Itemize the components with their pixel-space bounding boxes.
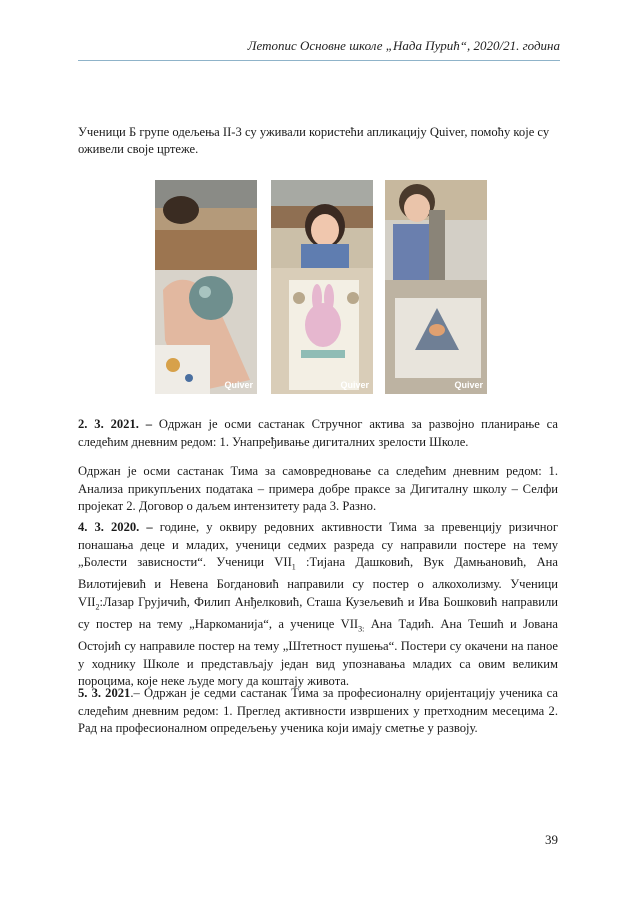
entry-2-3-2021 [78, 416, 558, 451]
entry-date: 4. 3. 2020. – [78, 520, 153, 534]
entry-text: Одржан је осми састанак Стручног актива за развојно планирање са следећим дневним редом: 1. Унапређивање дигиталних зрелости Школе. [78, 417, 558, 449]
entry-date: 2. 3. 2021. – [78, 417, 153, 431]
entry-4-3-2020 [78, 519, 558, 691]
entry-text: .– Одржан је седми састанак Тима за професионалну оријентацију ученика са следећим дневним редом: 1. Преглед активности извршених у претходним месецима 2. Рад на професионалном опредељењу ученика који имају сметње у развоју. [78, 686, 559, 736]
intro-paragraph: Ученици Б групе одељења II-3 су уживали користећи апликацију Quiver, помоћу које су оживели своје цртеже. [78, 125, 550, 156]
quiver-watermark: Quiver [340, 380, 369, 390]
entry-text: Одржан је осми састанак Тима за самовредновање са следећим дневним редом: 1. Анализа прикупљених података – примера добре праксе за Дигиталну школу – Селфи пројекат 2. Договор о даљем интензитету рада 3. Разно. [78, 464, 558, 514]
entry-text-a: године, у оквиру редовних активности Тима за превенцију ризичног понашања деце и младих, ученици седмих разреда су направили постере на тему „Болести зависности“. Ученици VII [78, 520, 559, 570]
header-divider [78, 60, 560, 61]
entry-text-c: :Лазар Грујичић, Филип Анђелковић, Сташа Кузељевић и Ива Бошковић направили су постер на тему „Наркоманија“, а ученице VII [78, 594, 558, 631]
class-subscript: 2 [95, 602, 100, 612]
photo-student-with-ar-globe [155, 180, 257, 394]
class-subscript: 1 [291, 562, 296, 572]
running-header: Летопис Основне школе „Нада Пурић“, 2020/21. година [247, 38, 560, 53]
page-number: 39 [545, 832, 558, 847]
photo-strip [155, 180, 487, 394]
quiver-watermark: Quiver [454, 380, 483, 390]
entry-5-3-2021 [78, 685, 558, 738]
photo-girl-with-ar-bunny [271, 180, 373, 394]
entry-date: 5. 3. 2021 [78, 686, 131, 700]
entry-self-evaluation [78, 463, 558, 516]
entry-text-d: Ана Тадић. Ана Тешић и Јована Остојић су направиле постер на тему „Штетност пушења“. Постери су окачени на паное у ходнику Школе и представљају један вид упознавања младих са овим великим пороцима, које неке људе могу да коштају живота. [78, 617, 558, 689]
entry-text-b: :Тијана Дашковић, Вук Дамњановић, Ана Вилотијевић и Невена Богдановић направили су постер о алкохолизму. Ученици VII [78, 555, 558, 609]
class-subscript: 3: [358, 624, 365, 634]
photo-boy-with-ar-volcano [385, 180, 487, 394]
quiver-watermark: Quiver [224, 380, 253, 390]
